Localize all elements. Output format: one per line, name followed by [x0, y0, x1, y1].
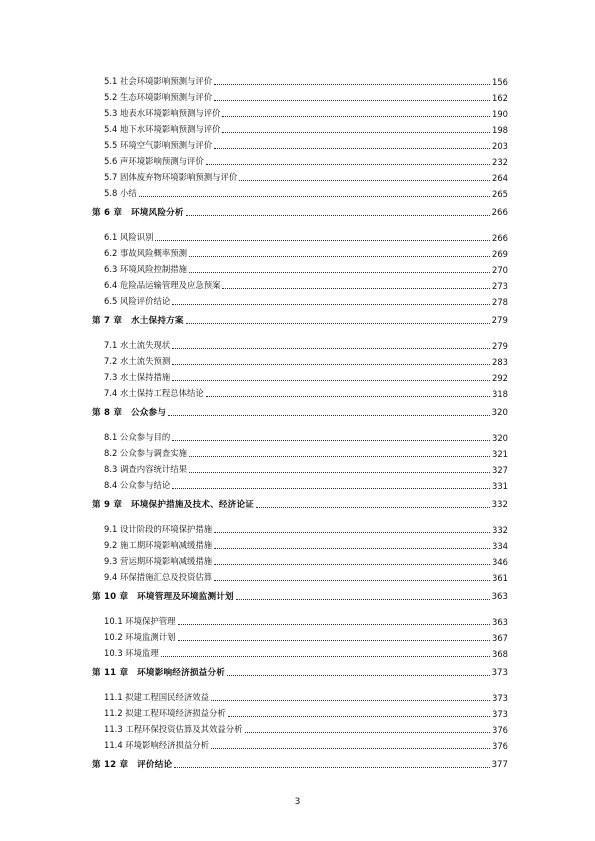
toc-entry-page: 264: [492, 173, 508, 183]
toc-entry-label: 5.3 地表水环境影响预测与评价: [104, 108, 221, 118]
dot-leader: [172, 363, 490, 365]
toc-entry-label: 9.2 施工期环境影响减缓措施: [104, 540, 213, 550]
toc-entry-page: 346: [492, 557, 508, 567]
toc-entry-label: 10.1 环境保护管理: [104, 616, 176, 626]
toc-entry-label: 7.4 水土保持工程总体结论: [104, 388, 204, 398]
toc-entry-label: 第 8 章 公众参与: [92, 408, 167, 418]
toc-section-entry[interactable]: [92, 687, 508, 703]
toc-section-entry[interactable]: [92, 459, 508, 475]
toc-section-entry[interactable]: [92, 119, 508, 135]
toc-entry-label: 5.6 声环境影响预测与评价: [104, 156, 204, 166]
toc-entry-page: 190: [492, 109, 508, 119]
toc-section-entry[interactable]: [92, 103, 508, 119]
toc-section-entry[interactable]: [92, 243, 508, 259]
toc-entry-label: 第 9 章 环境保护措施及技术、经济论证: [92, 500, 255, 510]
toc-entry-page: 232: [492, 157, 508, 167]
dot-leader: [189, 255, 490, 257]
toc-section-entry[interactable]: [92, 627, 508, 643]
toc-entry-page: 363: [491, 592, 508, 602]
toc-entry-label: 10.2 环境监测计划: [104, 632, 176, 642]
toc-entry-page: 332: [491, 500, 508, 510]
dot-leader: [211, 699, 490, 701]
dot-leader: [139, 195, 490, 197]
toc-entry-page: 376: [492, 741, 508, 751]
dot-leader: [206, 395, 490, 397]
toc-section-entry[interactable]: [92, 275, 508, 291]
toc-chapter-entry[interactable]: [92, 586, 508, 602]
toc-entry-page: 292: [492, 373, 508, 383]
toc-section-entry[interactable]: [92, 367, 508, 383]
toc-entry-page: 320: [491, 408, 508, 418]
dot-leader: [214, 563, 490, 565]
toc-entry-label: 9.3 营运期环境影响减缓措施: [104, 556, 213, 566]
toc-entry-label: 11.2 拟建工程环境经济损益分析: [104, 708, 226, 718]
dot-leader: [186, 322, 490, 324]
toc-section-entry[interactable]: [92, 351, 508, 367]
toc-entry-page: 363: [492, 617, 508, 627]
dot-leader: [178, 623, 490, 625]
toc-entry-page: 332: [492, 525, 508, 535]
toc-section-entry[interactable]: [92, 427, 508, 443]
toc-entry-page: 373: [492, 693, 508, 703]
toc-entry-page: 279: [491, 316, 508, 326]
toc-entry-label: 8.2 公众参与调查实施: [104, 448, 187, 458]
toc-entry-label: 7.1 水土流失现状: [104, 340, 171, 350]
dot-leader: [222, 131, 490, 133]
toc-section-entry[interactable]: [92, 135, 508, 151]
toc-entry-page: 266: [491, 208, 508, 218]
dot-leader: [172, 439, 490, 441]
toc-entry-label: 5.8 小结: [104, 188, 137, 198]
toc-entry-page: 373: [492, 709, 508, 719]
toc-entry-label: 5.7 固体废弃物环境影响预测与评价: [104, 172, 238, 182]
toc-section-entry[interactable]: [92, 335, 508, 351]
toc-section-entry[interactable]: [92, 703, 508, 719]
toc-entry-page: 368: [492, 649, 508, 659]
toc-entry-page: 334: [492, 541, 508, 551]
toc-entry-page: 321: [492, 449, 508, 459]
toc-section-entry[interactable]: [92, 71, 508, 87]
toc-entry-label: 6.3 环境风险控制措施: [104, 264, 187, 274]
toc-entry-page: 318: [492, 389, 508, 399]
dot-leader: [256, 506, 490, 508]
toc-entry-page: 279: [492, 341, 508, 351]
toc-section-entry[interactable]: [92, 535, 508, 551]
dot-leader: [214, 531, 490, 533]
toc-entry-label: 11.4 环境影响经济损益分析: [104, 740, 210, 750]
dot-leader: [222, 115, 490, 117]
toc-section-entry[interactable]: [92, 551, 508, 567]
dot-leader: [155, 239, 490, 241]
toc-entry-page: 203: [492, 141, 508, 151]
toc-section-entry[interactable]: [92, 475, 508, 491]
toc-entry-label: 9.4 环保措施汇总及投资估算: [104, 572, 213, 582]
toc-entry-label: 11.3 工程环保投资估算及其效益分析: [104, 724, 243, 734]
dot-leader: [189, 471, 490, 473]
toc-entry-page: 373: [491, 668, 508, 678]
page-number: 3: [294, 797, 301, 807]
dot-leader: [214, 83, 490, 85]
toc-entry-label: 第 11 章 环境影响经济损益分析: [92, 668, 226, 678]
toc-section-entry[interactable]: [92, 643, 508, 659]
dot-leader: [174, 766, 489, 768]
toc-chapter-entry[interactable]: [92, 310, 508, 326]
dot-leader: [172, 347, 490, 349]
dot-leader: [214, 547, 490, 549]
toc-chapter-entry[interactable]: [92, 754, 508, 770]
toc-entry-page: 270: [492, 265, 508, 275]
toc-entry-page: 266: [492, 233, 508, 243]
toc-entry-label: 5.4 地下水环境影响预测与评价: [104, 124, 221, 134]
dot-leader: [214, 99, 490, 101]
toc-entry-label: 10.3 环境监理: [104, 648, 159, 658]
dot-leader: [161, 655, 490, 657]
toc-chapter-entry[interactable]: [92, 402, 508, 418]
toc-entry-label: 6.1 风险识别: [104, 232, 154, 242]
dot-leader: [228, 715, 490, 717]
toc-section-entry[interactable]: [92, 735, 508, 751]
toc-section-entry[interactable]: [92, 259, 508, 275]
toc-entry-page: 283: [492, 357, 508, 367]
toc-section-entry[interactable]: [92, 291, 508, 307]
toc-entry-page: 273: [492, 281, 508, 291]
toc-entry-label: 7.2 水土流失预测: [104, 356, 171, 366]
dot-leader: [186, 214, 490, 216]
dot-leader: [189, 455, 490, 457]
toc-section-entry[interactable]: [92, 383, 508, 399]
toc-entry-label: 8.1 公众参与目的: [104, 432, 171, 442]
dot-leader: [245, 731, 490, 733]
toc-chapter-entry[interactable]: [92, 202, 508, 218]
toc-section-entry[interactable]: [92, 719, 508, 735]
toc-section-entry[interactable]: [92, 183, 508, 199]
dot-leader: [206, 163, 490, 165]
toc-section-entry[interactable]: [92, 167, 508, 183]
dot-leader: [172, 487, 490, 489]
toc-entry-label: 8.4 公众参与结论: [104, 480, 171, 490]
toc-entry-page: 269: [492, 249, 508, 259]
toc-entry-page: 265: [492, 189, 508, 199]
toc-section-entry[interactable]: [92, 151, 508, 167]
toc-entry-label: 9.1 设计阶段的环境保护措施: [104, 524, 213, 534]
toc-section-entry[interactable]: [92, 87, 508, 103]
toc-chapter-entry[interactable]: [92, 662, 508, 678]
dot-leader: [236, 598, 490, 600]
toc-entry-page: 377: [491, 760, 508, 770]
toc-entry-label: 11.1 拟建工程国民经济效益: [104, 692, 210, 702]
toc-entry-label: 5.2 生态环境影响预测与评价: [104, 92, 213, 102]
table-of-contents: [92, 71, 508, 779]
dot-leader: [178, 639, 490, 641]
toc-chapter-entry[interactable]: [92, 494, 508, 510]
toc-entry-label: 5.5 环境空气影响预测与评价: [104, 140, 213, 150]
toc-section-entry[interactable]: [92, 567, 508, 583]
dot-leader: [172, 379, 490, 381]
dot-leader: [172, 303, 490, 305]
dot-leader: [189, 271, 490, 273]
toc-entry-label: 6.2 事故风险概率预测: [104, 248, 187, 258]
toc-entry-page: 327: [492, 465, 508, 475]
toc-entry-page: 278: [492, 297, 508, 307]
toc-entry-page: 367: [492, 633, 508, 643]
toc-entry-label: 6.5 风险评价结论: [104, 296, 171, 306]
dot-leader: [211, 747, 490, 749]
toc-section-entry[interactable]: [92, 611, 508, 627]
toc-entry-page: 198: [492, 125, 508, 135]
toc-section-entry[interactable]: [92, 519, 508, 535]
toc-section-entry[interactable]: [92, 443, 508, 459]
toc-entry-page: 376: [492, 725, 508, 735]
toc-entry-label: 7.3 水土保持措施: [104, 372, 171, 382]
toc-entry-label: 第 7 章 水土保持方案: [92, 316, 184, 326]
dot-leader: [222, 287, 490, 289]
toc-section-entry[interactable]: [92, 227, 508, 243]
dot-leader: [239, 179, 490, 181]
toc-entry-page: 320: [492, 433, 508, 443]
toc-entry-label: 第 10 章 环境管理及环境监测计划: [92, 592, 234, 602]
toc-entry-label: 第 6 章 环境风险分析: [92, 208, 184, 218]
dot-leader: [227, 674, 490, 676]
dot-leader: [214, 579, 490, 581]
dot-leader: [168, 414, 489, 416]
toc-entry-page: 361: [492, 573, 508, 583]
dot-leader: [214, 147, 490, 149]
toc-entry-page: 162: [492, 93, 508, 103]
toc-entry-label: 第 12 章 评价结论: [92, 760, 173, 770]
toc-entry-page: 156: [492, 77, 508, 87]
toc-entry-label: 5.1 社会环境影响预测与评价: [104, 76, 213, 86]
toc-entry-label: 6.4 危险品运输管理及应急预案: [104, 280, 221, 290]
toc-entry-label: 8.3 调查内容统计结果: [104, 464, 187, 474]
toc-entry-page: 331: [492, 481, 508, 491]
